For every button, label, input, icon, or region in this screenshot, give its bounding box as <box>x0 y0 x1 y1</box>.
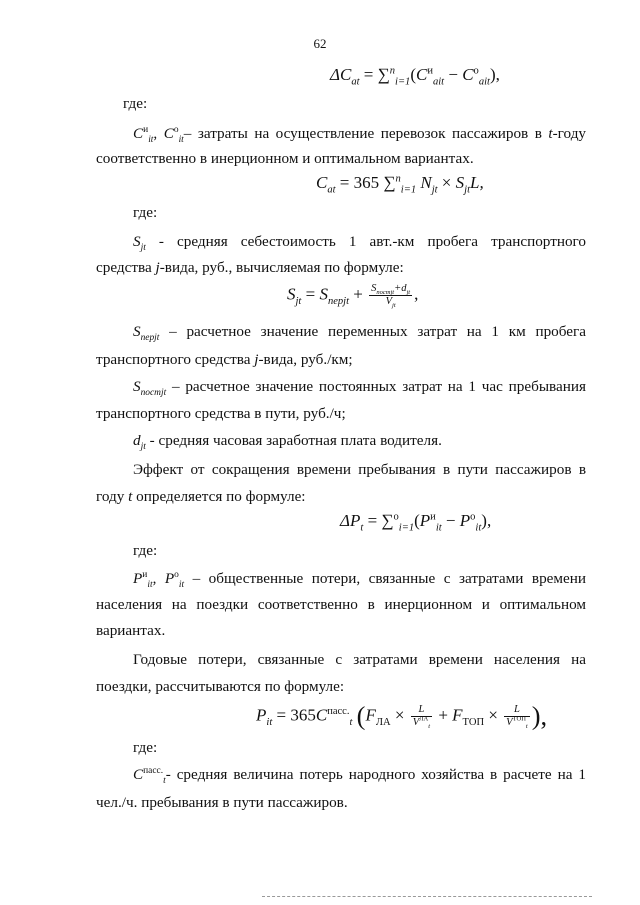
definition-c-it: $C^и_{it}$, $C^о_{it}-$ затраты на осуществление перевозок пассажиров в t-году <box>133 124 587 146</box>
formula-s-jt: $S_{jt} = S_{перjt}$ + $\frac{S_{постjt}+d_{jt}}{V_{jt}}$ , <box>287 283 419 310</box>
scan-artifact-line <box>262 896 592 899</box>
definition-p-it-line3: вариантах. <box>96 622 166 639</box>
definition-d-jt: $d_{jt}$ - средняя часовая заработная плата водителя. <box>133 432 442 453</box>
paragraph-effect-line1: Эффект от сокращения времени пребывания в пути пассажиров в <box>133 461 586 478</box>
definition-s-post: $S_{постjt}$ – расчетное значение постоянных затрат на 1 час пребывания <box>133 378 586 399</box>
paragraph-effect-line2: году t определяется по формуле: <box>96 488 306 505</box>
definition-c-pass: $C^{пасс.}_t-$ средняя величина потерь народного хозяйства в расчете на 1 <box>133 765 586 787</box>
where-label-4: где: <box>133 739 158 756</box>
definition-p-it: $P^и_{it}$, $P^о_{it}$ – общественные потери, связанные с затратами времени <box>133 569 587 591</box>
page-number: 62 <box>313 36 327 51</box>
formula-delta-pt: $\Delta P_t = \sum^о_{i=1}(P^и_{it} - P^о_{it})$, <box>340 511 492 534</box>
definition-s-jt: $S_{jt}$ - средняя себестоимость 1 авт.-км пробега транспортного <box>133 233 587 254</box>
where-label-1: где: <box>123 95 148 112</box>
definition-c-it-line2: соответственно в инерционном и оптимальном вариантах. <box>96 150 474 167</box>
fraction-la: $\frac{L}{V^{ЛА}_t}$ <box>412 704 431 731</box>
fraction-top: $\frac{L}{V^{ТОП}_t}$ <box>506 704 528 731</box>
definition-c-pass-line2: чел./ч. пребывания в пути пассажиров. <box>96 794 348 811</box>
fraction: $\frac{S_{постjt}+d_{jt}}{V_{jt}}$ <box>371 283 411 310</box>
where-label-3: где: <box>133 542 158 559</box>
formula-p-it: $P_{it} = 365C^{пасс.}_t$ ($F_{ЛА}$ × $\frac{L}{V^{ЛА}_t}$ + $F_{ТОП}$ × $\frac{L}{V^{ТОП}_t}$ ), <box>256 701 548 731</box>
formula-delta-cat: $\Delta C_{at} = \sum^n_{i=1}(C^и_{ait} - C^о_{ait})$, <box>330 65 500 88</box>
formula-cat: $C_{at} = 365$ ∑$^n_{i=1}$ $N_{jt} \times S_{jt}L$, <box>316 173 484 196</box>
definition-s-jt-line2: средства j-вида, руб., вычисляемая по формуле: <box>96 259 404 276</box>
definition-s-per-line2: транспортного средства j-вида, руб./км; <box>96 351 353 368</box>
paragraph-annual-line1: Годовые потери, связанные с затратами времени населения на <box>133 651 586 668</box>
definition-p-it-line2: населения на поездки соответственно в инерционном и оптимальном <box>96 596 586 613</box>
where-label-2: где: <box>133 204 158 221</box>
definition-s-post-line2: транспортного средства в пути, руб./ч; <box>96 405 346 422</box>
definition-s-per: $S_{перjt}$ – расчетное значение переменных затрат на 1 км пробега <box>133 323 586 344</box>
paragraph-annual-line2: поездки, рассчитываются по формуле: <box>96 678 345 695</box>
